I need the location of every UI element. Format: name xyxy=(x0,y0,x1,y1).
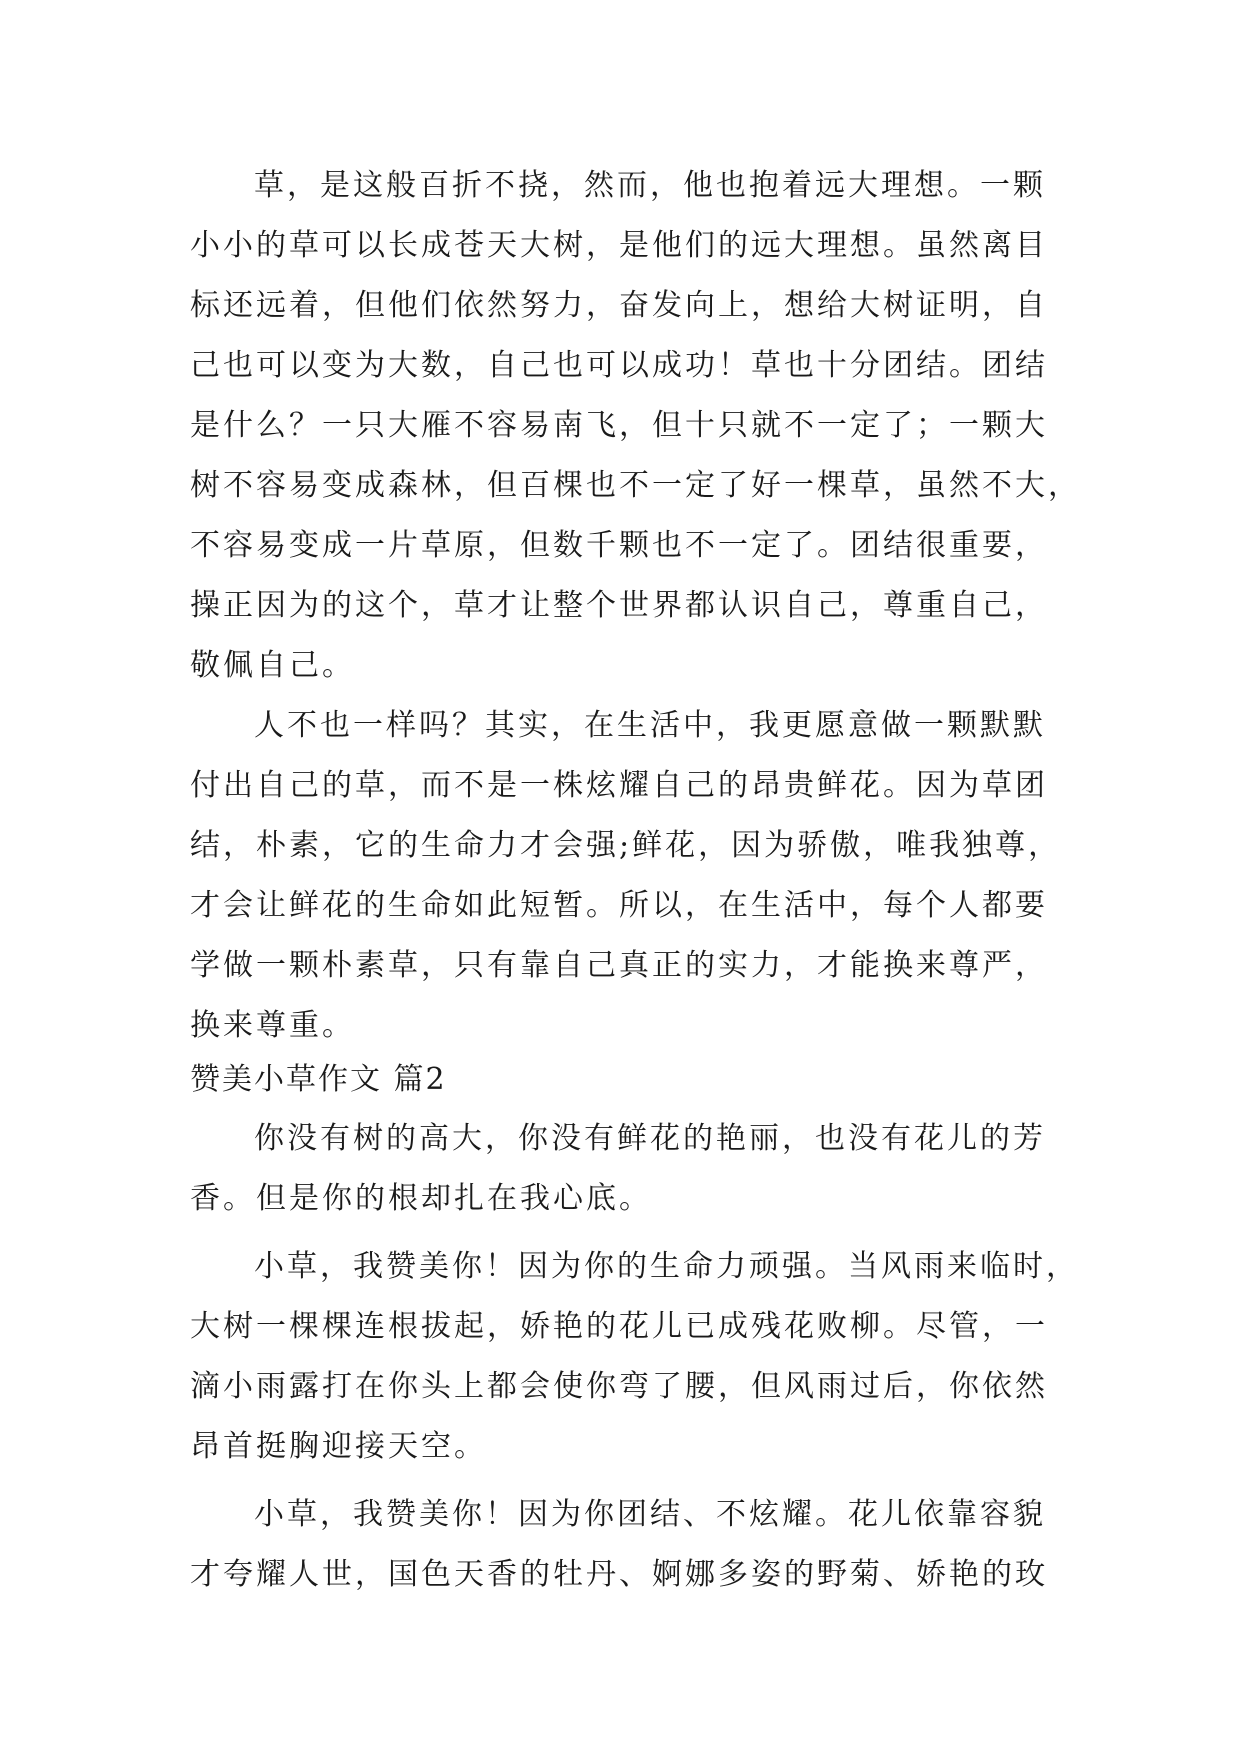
text-line: 才夸耀人世，国色天香的牡丹、婀娜多姿的野菊、娇艳的玫 xyxy=(190,1557,1048,1592)
text-line: 大树一棵棵连根拔起，娇艳的花儿已成残花败柳。尽管，一 xyxy=(190,1309,1048,1344)
text-line: 香。但是你的根却扎在我心底。 xyxy=(190,1181,652,1216)
text-line: 昂首挺胸迎接天空。 xyxy=(190,1429,487,1464)
text-line: 小小的草可以长成苍天大树，是他们的远大理想。虽然离目 xyxy=(190,228,1048,263)
text-line: 才会让鲜花的生命如此短暂。所以，在生活中，每个人都要 xyxy=(190,888,1048,923)
text-line: 结，朴素，它的生命力才会强;鲜花，因为骄傲，唯我独尊， xyxy=(190,828,1062,863)
text-line: 人不也一样吗？其实，在生活中，我更愿意做一颗默默 xyxy=(254,708,1046,743)
text-line: 不容易变成一片草原，但数千颗也不一定了。团结很重要， xyxy=(190,528,1048,563)
text-line: 滴小雨露打在你头上都会使你弯了腰，但风雨过后，你依然 xyxy=(190,1369,1048,1404)
text-line: 标还远着，但他们依然努力，奋发向上，想给大树证明，自 xyxy=(190,288,1048,323)
text-line: 操正因为的这个，草才让整个世界都认识自己，尊重自己， xyxy=(190,588,1048,623)
text-line: 你没有树的高大，你没有鲜花的艳丽，也没有花儿的芳 xyxy=(254,1121,1046,1156)
text-line: 草，是这般百折不挠，然而，他也抱着远大理想。一颗 xyxy=(254,168,1046,203)
text-line: 敬佩自己。 xyxy=(190,648,355,683)
article-body xyxy=(190,156,1081,1605)
text-line: 小草，我赞美你！因为你的生命力顽强。当风雨来临时， xyxy=(254,1249,1079,1284)
text-line: 己也可以变为大数，自己也可以成功！草也十分团结。团结 xyxy=(190,348,1048,383)
text-line: 小草，我赞美你！因为你团结、不炫耀。花儿依靠容貌 xyxy=(254,1497,1046,1532)
text-line: 换来尊重。 xyxy=(190,1008,355,1043)
text-line: 树不容易变成森林，但百棵也不一定了好一棵草，虽然不大， xyxy=(190,468,1081,503)
text-line: 付出自己的草，而不是一株炫耀自己的昂贵鲜花。因为草团 xyxy=(190,768,1048,803)
text-line: 是什么？一只大雁不容易南飞，但十只就不一定了；一颗大 xyxy=(190,408,1048,443)
section-heading: 赞美小草作文 篇2 xyxy=(190,1062,447,1097)
text-line: 学做一颗朴素草，只有靠自己真正的实力，才能换来尊严， xyxy=(190,948,1048,983)
